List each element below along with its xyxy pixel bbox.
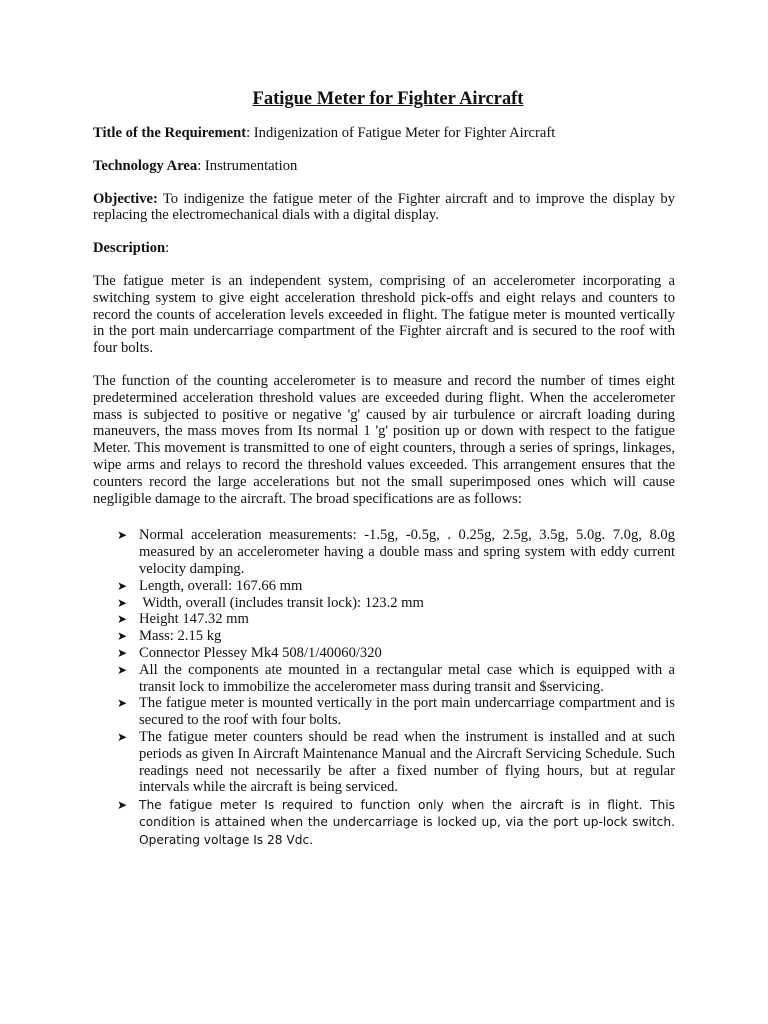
list-item xyxy=(117,644,675,662)
arrow-bullet-icon: ➤ xyxy=(117,662,128,677)
list-item-text: The fatigue meter Is required to function only when the aircraft is in flight. This condition is attained when the undercarriage is locked up, via the port up-lock switch. Operating voltage Is 28 Vdc. xyxy=(139,798,675,847)
description-colon: : xyxy=(165,240,170,257)
technology-label: Technology Area xyxy=(93,157,198,174)
list-item-text: Width, overall (includes transit lock): 123.2 mm xyxy=(139,594,424,611)
arrow-bullet-icon: ➤ xyxy=(117,578,128,593)
objective-label: Objective: xyxy=(93,190,158,207)
requirement-line xyxy=(93,125,675,142)
arrow-bullet-icon: ➤ xyxy=(117,595,128,610)
list-item-text: All the components ate mounted in a rectangular metal case which is equipped with a transit lock to immobilize the accelerometer mass during transit and $servicing. xyxy=(139,661,675,695)
list-item-text: Height 147.32 mm xyxy=(139,611,249,628)
list-item xyxy=(117,611,675,628)
list-item-text: Length, overall: 167.66 mm xyxy=(139,577,303,594)
objective-paragraph xyxy=(93,191,675,225)
arrow-bullet-icon: ➤ xyxy=(117,798,128,813)
technology-line xyxy=(93,158,675,175)
list-item xyxy=(117,797,675,849)
list-item xyxy=(117,728,675,796)
arrow-bullet-icon: ➤ xyxy=(117,528,128,543)
description-paragraph-2: The function of the counting accelerometer is to measure and record the number of times eight predetermined acceleration threshold values are exceeded during flight. When the accelerometer mass is subjected to positive or negative 'g' caused by air turbulence or aircraft loading during maneuvers, the mass moves from Its normal 1 'g' position up or down with respect to the fatigue Meter. This movement is transmitted to one of eight counters, through a series of springs, linkages, wipe arms and relays to record the threshold values exceeded. This arrangement ensures that the counters record the large accelerations but not the small superimposed ones which will cause negligible damage to the aircraft. The broad specifications are as follows: xyxy=(93,372,675,507)
list-item xyxy=(117,661,675,696)
list-item xyxy=(117,628,675,645)
list-item-text: The fatigue meter counters should be read when the instrument is installed and at such periods as given In Aircraft Maintenance Manual and the Aircraft Servicing Schedule. Such readings need not necessarily be after a fixed number of flying hours, but at regular intervals while the aircraft is being serviced. xyxy=(139,728,675,796)
list-item-text: Mass: 2.15 kg xyxy=(139,628,222,645)
objective-text: To indigenize the fatigue meter of the Fighter aircraft and to improve the display by replacing the electromechanical dials with a digital display. xyxy=(93,190,675,224)
arrow-bullet-icon: ➤ xyxy=(117,645,128,660)
requirement-value: : Indigenization of Fatigue Meter for Fighter Aircraft xyxy=(246,125,556,141)
arrow-bullet-icon: ➤ xyxy=(117,729,128,744)
document-title: Fatigue Meter for Fighter Aircraft xyxy=(252,89,524,109)
technology-value: : Instrumentation xyxy=(197,157,298,174)
list-item-text: Normal acceleration measurements: -1.5g, -0.5g, . 0.25g, 2.5g, 3.5g, 5.0g. 7.0g, 8.0g measured by an accelerometer having a double mass and spring system with eddy current velocity damping. xyxy=(139,527,675,577)
description-label: Description xyxy=(93,240,166,257)
arrow-bullet-icon: ➤ xyxy=(117,696,128,711)
description-heading xyxy=(93,240,675,257)
list-item-text: The fatigue meter is mounted vertically in the port main undercarriage compartment and is secured to the roof with four bolts. xyxy=(139,695,675,729)
list-item xyxy=(117,577,675,595)
arrow-bullet-icon: ➤ xyxy=(117,629,128,644)
list-item-text: Connector Plessey Mk4 508/1/40060/320 xyxy=(139,644,382,661)
list-item xyxy=(117,594,675,612)
arrow-bullet-icon: ➤ xyxy=(117,612,128,627)
description-paragraph-1: The fatigue meter is an independent system, comprising of an accelerometer incorporating a switching system to give eight acceleration threshold pick-offs and eight relays and counters to record the counts of acceleration levels exceeded in flight. The fatigue meter is mounted vertically in the port main undercarriage compartment of the Fighter aircraft and is secured to the roof with four bolts. xyxy=(93,272,675,357)
list-item xyxy=(117,527,675,577)
document-page xyxy=(93,88,675,849)
specifications-list xyxy=(93,527,675,849)
list-item xyxy=(117,695,675,729)
requirement-label: Title of the Requirement xyxy=(93,125,247,141)
